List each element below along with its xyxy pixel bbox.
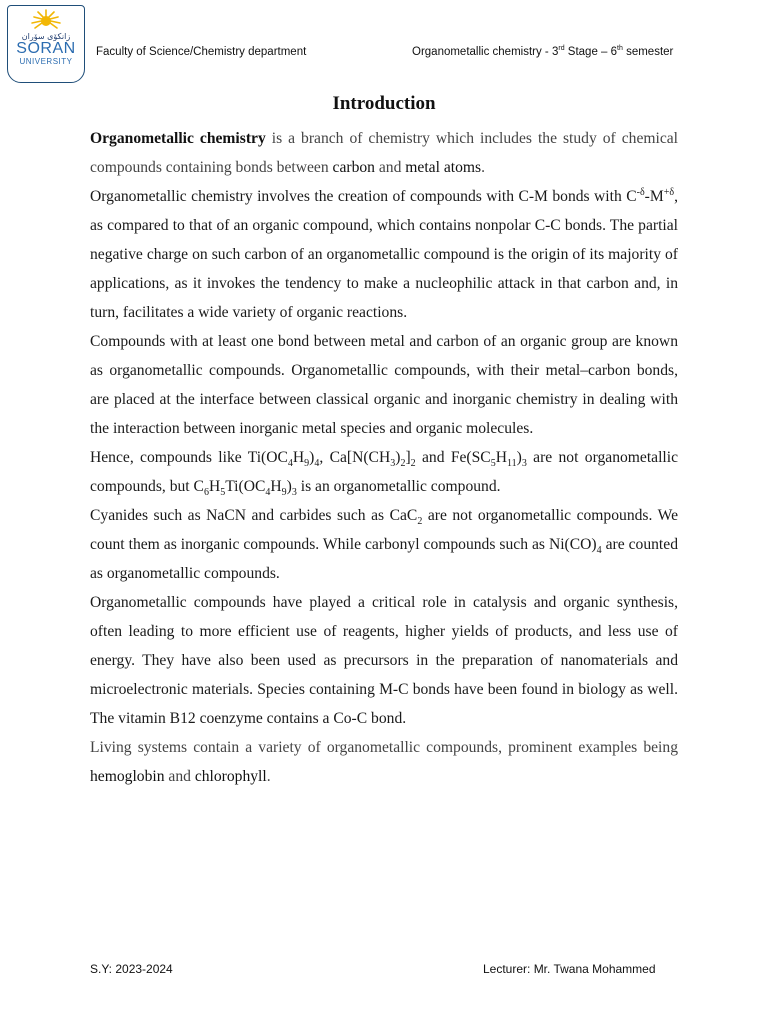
logo-name: SORAN <box>16 40 76 57</box>
paragraph-definition: Organometallic chemistry is a branch of chemistry which includes the study of chemical compounds containing bonds between carbon and metal atoms. <box>90 130 679 176</box>
header-department: Faculty of Science/Chemistry department <box>96 46 307 58</box>
paragraph-compounds: Compounds with at least one bond between metal and carbon of an organic group are known as organometallic compounds. Organometallic compounds, with their metal–carbon bonds, are placed at the interface between classical organic and inorganic chemistry in dealing with the interaction between inorganic metal species and organic molecules. <box>90 333 678 437</box>
logo-arabic-text: زانكۆی سۆران <box>21 32 71 41</box>
paragraph-examples: Hence, compounds like $Ti(OC_4H_9)_4$, $Ca[N(CH_3)_2]_2$ and $Fe(SC_5H_{11})_3$ are not organometallic compounds, but $C_6H_5Ti(OC_4H_9)_3$ is an organometallic compound. <box>90 449 679 499</box>
paragraph-living-systems: Living systems contain a variety of organometallic compounds, prominent examples being hemoglobin and chlorophyll. <box>90 739 678 785</box>
footer-lecturer: Lecturer: Mr. Twana Mohammed <box>483 962 656 976</box>
university-logo <box>7 5 85 83</box>
paragraph-cyanides: Cyanides such as NaCN and carbides such as CaC$_2$ are not organometallic compounds. We count them as inorganic compounds. While carbonyl compounds such as $Ni(CO)_4$ are counted as organometallic compounds. <box>90 507 679 582</box>
footer-school-year: S.Y: 2023-2024 <box>90 962 173 976</box>
page-title: Introduction <box>332 93 436 114</box>
document-body <box>90 124 678 791</box>
sun-icon <box>30 9 62 31</box>
header-course: Organometallic chemistry - 3rd Stage – 6th semester <box>412 45 674 58</box>
logo-subtitle: UNIVERSITY <box>19 57 73 66</box>
paragraph-bonds: Organometallic chemistry involves the creation of compounds with C-M bonds with $C^{-\delta}-M^{+\delta}$, as compared to that of an organic compound, which contains nonpolar C-C bonds. The partial negative charge on such carbon of an organometallic compound is the origin of its majority of applications, as it invokes the tendency to make a nucleophilic attack in that carbon and, in turn, facilitates a wide variety of organic reactions. <box>90 186 678 321</box>
paragraph-applications: Organometallic compounds have played a critical role in catalysis and organic synthesis, often leading to more efficient use of reagents, higher yields of products, and less use of energy. They have also been used as precursors in the preparation of nanomaterials and microelectronic materials. Species containing M-C bonds have been found in biology as well. The vitamin B12 coenzyme contains a Co-C bond. <box>90 594 678 727</box>
